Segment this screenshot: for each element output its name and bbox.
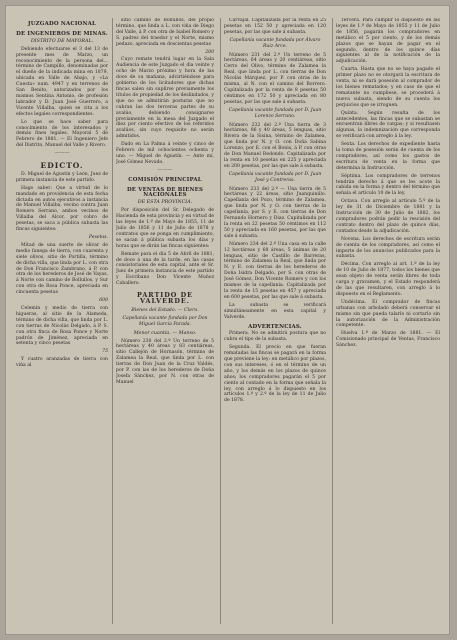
paragraph: Tercera. Para cumplir lo dispuesto en las leyes de 1.º de Mayo de 1855 y 11 de Julio de 1856, pagarán los compradores en metálico el 5 por ciento, y de los demás plazos que se hayan de pagar en el segundo, dentro de los quince días siguientes al de la notificación de la adjudicación. <box>336 18 440 65</box>
amount: 600 <box>99 298 108 304</box>
paragraph: Y cuatro aranzadas de tierra con viña al <box>16 357 108 369</box>
district-title: PARTIDO DE VALVERDE. <box>137 291 193 305</box>
paragraph: Cuyo remate tendrá lugar en la Sala Audiencia de este Juzgado el dia veinte y ocho de Marzo próximo y hora de las doce de su mañana, advirtiéndose para gobierno de los licitadores que dichas fincas salen sin suplirse previamente los títulos de propiedad de los deslindados, y que no se admitirán posturas que no cubran las dos terceras partes de su avalúo, debiendo consignarse previamente en la mesa del Juzgado el diez por ciento efectivo de los referidos avalúos, sin cuyo requisito no serán admitidos. <box>116 57 214 140</box>
district-title: DISTRITO DE MAYORAL. <box>30 38 94 44</box>
column-2 <box>116 18 214 626</box>
subtitle: Capellanía vacante fundada por D. Juan José y Contreras. <box>228 171 322 183</box>
column-rule <box>332 18 333 624</box>
paragraph: Undécima. El comprador de fincas urbanas con arbolado deberá conservar el mismo sin que pueda talarlo ni cortarlo sin la autorización de la Administración competente. <box>336 299 440 329</box>
paragraph: Segunda. El precio en que fueran rematadas las fincas se pagará en la forma que previene la ley: en metálico por plazos, con sus intereses, ó en el término de un año, y los demás en los plazos de quince años; los compradores pagarán el 5 por ciento al contado en la forma que señala la ley, con arreglo á lo dispuesto en los artículos 1.º y 2.º de la ley de 11 de Julio de 1878. <box>224 345 326 404</box>
advertencias-title: ADVERTENCIAS. <box>248 323 302 330</box>
paragraph: sitio camino de Bollullos, del propio término, que linda a L. con viña de Diego del Valle, á P. con otra de Isabel Romero y S. padres del traedor y el Norte, mismo pedazo, apreciada en doscientas pesetas <box>116 18 214 47</box>
edict-title: EDICTO. <box>40 161 84 171</box>
paragraph: Debiendo efectuarse el 3 del 13 de presente mes de Marzo, un reconocimiento de la persona del... término de Campillo, denominadas por el dueño de la indicada mina en 1879, ubicada en Valle de Abajo, y «La Cuesta» num. 4947 y en terrenos de San Benito, autorizados por los mismos Sentina Antonio, de profesión labrador y D. Juan José Guerrero, a Vicente Villalba, quien se cita a los efectos legales correspondientes. <box>16 46 108 117</box>
paragraph: Quinta. Según resulta de los antecedentes, las fincas que se subastan se encuentran libres de cargas; y si resultasen algunas, la indemnización que corresponda se verificará con arreglo á la ley. <box>336 110 440 140</box>
paragraph: Celemín y medio de tierra con higueras, al sitio de la Alameda, término de dicha villa, que linda por L. con tierras de Nicolás Delgado, á P. S. con otra finca de Rosa Ponce y Norte padrón de Jiménez, apreciada en setenta y cinco pesetas <box>16 305 108 347</box>
paragraph: Carvajal. Capitalizada por la renta en 25 pesetas en 152 50 y apreciada en 120 pesetas, por las que sale á subasta. <box>224 18 326 35</box>
newspaper-page <box>6 6 449 634</box>
section-header: COMISIÓN PRINCIPAL <box>128 176 202 183</box>
paragraph: Por disposición del Sr. Delegado de Hacienda de esta provincia y en virtud de las leyes de 1.º de Mayo de 1855, 11 de Julio de 1856 y 11 de Julio de 1878 y contratos que se ponga en cumplimiento, se sacan á pública subasta los días y horas que se dirán las fincas siguientes: <box>116 208 214 249</box>
paragraph: Remate para el día 5 de Abril de 1881, de doce á una de la tarde, en las casas consistoriales de esta capital, ante el Sr. Juez de primera instancia de este partido y Escribano Don Vicente Muñoz Caballero. <box>116 251 214 287</box>
pesetas-label: Pesetas. <box>88 235 108 240</box>
subtitle: Capellanía vacante fundada por D. Juan Lorenzo Serrano. <box>228 107 322 119</box>
column-rule <box>220 18 221 624</box>
subtitle: Capellanía vacante fundada por Álvaro Ruiz Arce. <box>229 37 321 49</box>
column-1 <box>16 18 108 626</box>
paragraph: Lo que se hace saber para conocimiento de los interesados y demás fines legales. Mayoral 5 de Febrero de 1881. — El Ingeniero Jefe del Distrito, Manuel del Valle y Rivero. <box>16 119 108 149</box>
paragraph: Décima. Con arreglo al art. 1.º de la ley de 10 de Julio de 1877, todos los bienes que sean objeto de venta serán libres de toda carga y gravamen, y el Estado responderá de las que resultaren, con arreglo á lo dispuesto en el Reglamento. <box>336 262 440 297</box>
section-header: DE VENTAS DE BIENES NACIONALES <box>126 186 204 199</box>
paragraph: Número 231 del 2.º Un terreno de 5 hectáreas, 64 áreas y 20 centiáreas, sitio Cerro del Olivo, término de Zalamea la Real, que linda por L. con tierras de Don Nicolás Márquez, por P. con otras de la misma, al N. con el camino del Borrero. Capitalizada por la renta de 8 pesetas 50 céntimos en 172 50 y apreciada en 80 pesetas, por las que sale á subasta. <box>224 52 326 105</box>
paragraph: Número 232 del 2.º Una tierra de 3 hectáreas, 86 y 40 áreas, 5 lenguas, sitio Rivera de la Sisina, término de Zalamea, que linda por N. y O. con Doña Sabina Lorenzo, por E. con el Bonis, á P. con otras de Don Manuel Redondo. Capitalizada por la renta en 10 pesetas en 225 y apreciada en 200 pesetas, por las que sale á subasta. <box>224 122 326 169</box>
paragraph: Número 230 del 2.º Un terreno de 5 hectáreas y 40 áreas y 83 centiáreas, sitio Callejón de Hornasón, término de Zalamea la Real, que linda por L. con tierras de Don Juan de la Cruz Valdés, por P. con las de los herederos de Doña Josefa Sánchez, por N. con otras de Manuel <box>116 338 214 385</box>
subtitle: Menor cuantía. — Manso. <box>133 330 197 336</box>
paragraph: Número 233 del 2.º — Una tierra de 5 hectáreas y 22 áreas, sitio Juanquinillo. Capellanía del Pozo, término de Zalamea, que linda por N. y O. con tierras de la capellanía, por S. y E. con tierras de Don Fernando Hornero y Diaz. Capitalizada por la renta en 22 pesetas 50 céntimos en 112 50 y apreciada en 160 pesetas, por las que sale á subasta. <box>224 186 326 239</box>
separator: ——— <box>157 166 173 173</box>
amount: 200 <box>205 49 214 55</box>
paragraph: Número 234 del 2.º Una casa en la calle 12 hectáreas y 68 áreas, 5 ánimas de 20 lenguas, sitio de Castillo de Barreras, término de Zalamea la Real, que linda por N. y E. con tierras de los herederos de Doña Isidra Delgado, por S. con otras de José Gómez, Don Vicente Romero y con los mismos de la capellanía. Capitalizada por la renta de 15 pesetas en 457 y apreciada en 600 pesetas, por las que sale á subasta. <box>224 241 326 300</box>
section-header: DE INGENIEROS DE MINAS. <box>16 30 108 37</box>
section-header: JUZGADO NACIONAL <box>28 21 96 27</box>
paragraph: La subasta se verificará simultáneamente en esta capital y Valverde. <box>224 302 326 320</box>
paragraph: Cuarta. Hasta que no se haya pagado el primer plazo no se otorgará la escritura de venta, ni se dará posesión al comprador de los bienes rematados; y en caso de que el rematante no cumpliese, se procederá á nueva subasta, siendo de su cuenta los perjuicios que se irroguen. <box>336 67 440 108</box>
paragraph: Séptima. Los compradores de terrenos tendrán derecho á que se les acote la cabida en la forma y dentro del término que señala el artículo 10 de la ley. <box>336 173 440 197</box>
column-4 <box>336 18 440 626</box>
amount: 75 <box>102 349 108 355</box>
column-rule <box>112 18 113 624</box>
section-subheader: DE ESTA PROVINCIA. <box>137 200 193 206</box>
column-3 <box>224 18 326 626</box>
subtitle: Bienes del Estado. — Clero. <box>131 307 199 313</box>
paragraph: Mitad de una suerte de olivar de medio fanega de tierra, con cuarenta y siete olivos, sitio de Portilla, término de dicha villa, que linda por L. con otra de Don Francisco Zambrano, á P. con otra de los herederos de José de Vayas, á Norte con camino de Bollullos, y Sur con otra de Rosa Ponce, apreciada en cincuenta pesetas <box>16 242 108 296</box>
paragraph: Octava. Con arreglo al artículo 5.º de la ley de 31 de Diciembre de 1881 y la Instrucción de 30 de Julio de 1882, los compradores podrán pedir la rescisión del contrato dentro del plazo de quince días, contados desde la adjudicación. <box>336 199 440 234</box>
paragraph: Dado en La Palma á veinte y cinco de Febrero de mil ochocientos ochenta y uno. — Miguel de Agustín. — Ante mí, José Gómez Nevado. <box>116 142 214 165</box>
separator: ——— <box>54 150 70 157</box>
subtitle: Capellanía vacante fundada por Don Miguel García Parada. <box>122 315 208 327</box>
paragraph: Novena. Los derechos de escritura serán de cuenta de los compradores, así como el importe de los anuncios publicados para la subasta. <box>336 236 440 260</box>
paragraph: Primera. No se admitirá postura que no cubra el tipo de la subasta. <box>224 331 326 343</box>
paragraph: Sexta. Los derechos de expediente hasta la toma de posesión serán de cuenta de los compradores, así como los gastos de escritura de venta en la forma que determina la Instrucción. <box>336 142 440 171</box>
paragraph: D. Miguel de Agustín y León, Juez de primera instancia de este partido. <box>16 171 108 183</box>
paragraph: Huelva 1.º de Marzo de 1881. — El Comisionado principal de Ventas, Francisco Sánchez. <box>336 331 440 349</box>
paragraph: Hago saber: Que a virtud de lo mandado en providencia de esta fecha dictada en autos ejecutivos a instancia de Manuel Villalba, vecino contra Juan Romero Serrano, ambos vecinos de Villalba del Alcor, por cobro de pesetas, se saca a pública subasta las fincas siguientes: <box>16 185 108 233</box>
